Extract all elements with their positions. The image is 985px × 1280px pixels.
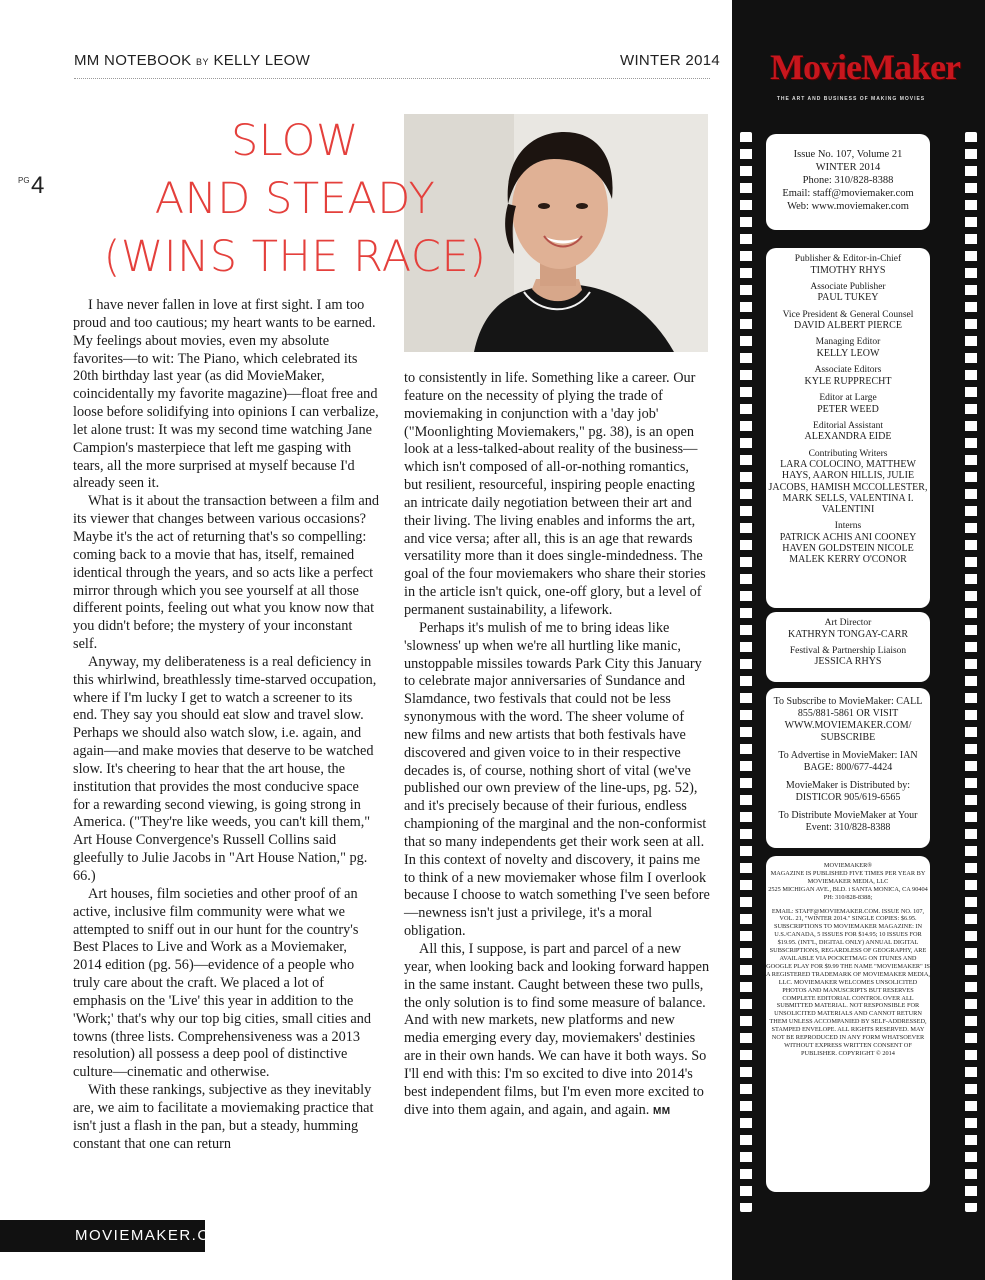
paragraph: Anyway, my deliberateness is a real deficiency in this whirlwind, breathlessly time-starved occupation, where if I'm lucky I get to watch a screener to its end. They say you should eat slow and travel slow. Perhaps we should also watch slow, i.e. again, and again—and make movies that deserve to be watched slow. It's cheering to hear that the art house, the institution that provides the most conducive space for a rewarding second viewing, is going strong in America. ("They're like weeds, you can't kill them," Art House Convergence's Russell Collins said gleefully to Julie Jacobs in "Art House Nation," pg. 66.) xyxy=(73,653,377,884)
paragraph-text: All this, I suppose, is part and parcel of a new year, when looking back and looking forward happen in the same instant. Caught between these two pulls, the only solution is to find some measure of balance. And with new markets, new platforms and new media emerging every day, moviemakers' destinies are in their own hands. We can have it both ways. So I'll end with this: I'm so excited to dive into 2014's best independent films, but I'm even more excited to dive into them again, and again, and again. xyxy=(404,941,710,1118)
issue-info-panel xyxy=(766,134,930,230)
subscribe-info[interactable]: To Subscribe to MovieMaker: CALL 855/881-5861 OR VISIT WWW.MOVIEMAKER.COM/ SUBSCRIBE xyxy=(773,696,923,743)
masthead-role: Editor at Large xyxy=(819,392,877,403)
fine-print-address: 2525 MICHIGAN AVE., BLD. i SANTA MONICA, CA 90404 PH: 310/828-8388; xyxy=(768,885,928,901)
masthead-names: PETER WEED xyxy=(817,403,879,415)
logo-tagline: THE ART AND BUSINESS OF MAKING MOVIES xyxy=(776,96,926,102)
art-names: KATHRYN TONGAY-CARR xyxy=(787,628,909,640)
fine-print-panel xyxy=(766,856,930,1192)
masthead-role: Vice President & General Counsel xyxy=(782,309,914,320)
author-name: KELLY LEOW xyxy=(213,52,311,69)
issue-date: WINTER 2014 xyxy=(620,52,720,69)
masthead-role: Managing Editor xyxy=(815,337,881,348)
masthead-role: Associate Publisher xyxy=(810,281,886,292)
masthead-role: Publisher & Editor-in-Chief xyxy=(794,254,902,264)
header-divider xyxy=(74,78,710,79)
end-mark: MM xyxy=(652,1105,671,1117)
masthead-role: Editorial Assistant xyxy=(813,420,883,431)
article-column-2 xyxy=(404,370,710,1120)
masthead-names: TIMOTHY RHYS xyxy=(810,264,886,276)
paragraph: What is it about the transaction between a film and its viewer that changes between various occasions? Maybe it's the act of returning that's so compelling: coming back to a movie that has, itself, remained identical through the years, and so acts like a perfect mirror through which you see yourself at all those different points, feeling out what you know now that you didn't before; the mystery of your inconstant self. xyxy=(73,493,380,653)
paragraph: I have never fallen in love at first sight. I am too proud and too cautious; my heart wants to be earned. My feelings about movies, even my absolute favorites—to wit: The Piano, which celebrated its 20th birthday last year (as did MovieMaker, coincidentally my favorite magazine)—float free and loose before solidifying into opinions I can verbalize, let alone trust: It was my second time watching Jane Campion's masterpiece that left me gasping with tears, all the more surprised at myself because I'd already seen it. xyxy=(73,297,379,492)
footer-website[interactable]: MOVIEMAKER.COM xyxy=(0,1220,205,1252)
masthead-role: Contributing Writers xyxy=(808,448,888,459)
byline-by: BY xyxy=(195,57,209,67)
issue-email[interactable]: Email: staff@moviemaker.com xyxy=(782,188,914,199)
issue-number: Issue No. 107, Volume 21 xyxy=(793,149,903,160)
event-distribution-info: To Distribute MovieMaker at Your Event: 310/828-8388 xyxy=(778,810,918,833)
page-label: PG xyxy=(18,176,30,185)
magazine-logo xyxy=(770,42,960,102)
title-line-3: (WINS THE RACE) xyxy=(103,232,487,282)
art-names: JESSICA RHYS xyxy=(814,656,882,668)
title-line-1: SLOW xyxy=(230,116,360,166)
masthead-names: ALEXANDRA EIDE xyxy=(804,431,892,443)
masthead-role: Associate Editors xyxy=(814,365,882,376)
masthead-panel xyxy=(766,248,930,608)
fine-print-brand: MOVIEMAKER® xyxy=(823,862,873,869)
article-column-1 xyxy=(73,297,379,1154)
paragraph: to consistently in life. Something like a career. Our feature on the necessity of plying the trade of moviemaking in conjunction with a 'day job' ("Moonlighting Moviemakers," pg. 38), is an open look at a less-talked-about reality of the business—which isn't composed of all-or-nothing romantics, but resilient, resourceful, inspiring people enacting an intricate daily negotiation between their art and their living. The living enables and informs the art, and vice versa; after all, this is an age that rewards versatility more than it does single-mindedness. The goal of the four moviemakers who share their stories in the article isn't quick, one-off glory, but a level of permanent sustainability, a lifework. xyxy=(404,370,706,618)
masthead-names: DAVID ALBERT PIERCE xyxy=(794,320,902,332)
art-role: Art Director xyxy=(824,618,872,628)
issue-phone: Phone: 310/828-8388 xyxy=(802,175,894,186)
masthead-names: KYLE RUPPRECHT xyxy=(804,375,892,387)
art-role: Festival & Partnership Liaison xyxy=(789,645,907,656)
masthead-names: PATRICK ACHIS ANI COONEY HAVEN GOLDSTEIN NICOLE MALEK KERRY O'CONOR xyxy=(779,531,917,566)
paragraph: Perhaps it's mulish of me to bring ideas like 'slowness' up when we're all hurtling like manic, unstoppable missiles towards Park City this January to celebrate major anniversaries of Sundance and Slamdance, two festivals that could not be less synonymous with the word. The sheer volume of new films and new artists that both festivals have discovered and given voice to in their respective decades is, of course, nothing short of vital (we've published our own preview of the line-ups, pg. 52), and it's precisely because of their furious, endless championing of the marginal and the non-conformist that so many independents get their work seen at all. In this context of novelty and discovery, it pains me to think of a new moviemaker whose film I overlook because I choose to watch something I've seen before—newness isn't just a privilege, it's a moral obligation. xyxy=(404,619,710,940)
section-header xyxy=(74,52,310,69)
contact-panel xyxy=(766,688,930,848)
sprocket-holes-left xyxy=(740,132,752,1212)
masthead-names: KELLY LEOW xyxy=(816,347,880,359)
sprocket-holes-right xyxy=(965,132,977,1212)
masthead-role: Interns xyxy=(834,521,862,532)
paragraph: With these rankings, subjective as they inevitably are, we aim to facilitate a moviemaking practice that isn't just a flash in the pan, but a steady, humming constant that one can return xyxy=(73,1082,374,1152)
page-number: 4 xyxy=(31,172,45,199)
fine-print-legal: EMAIL: STAFF@MOVIEMAKER.COM. ISSUE NO. 107, VOL. 21, "WINTER 2014." SINGLE COPIES: $6.95. SUBSCRIPTIONS TO MOVIEMAKER MAGAZINE: IN U.S./CANADA, 5 ISSUES FOR $14.95; 10 ISSUES FOR $19.95. (INT'L, DIGITAL ONLY) ANNUAL DIGITAL SUBSCRIPTIONS, REGARDLESS OF GEOGRAPHY, ARE AVAILABLE VIA POCKETMAG ON ITUNES AND GOOGLE PLAY FOR $9.99 THE NAME "MOVIEMAKER" IS A REGISTERED TRADEMARK OF MOVIEMAKER MEDIA, LLC. MOVIEMAKER WELCOMES UNSOLICITED PHOTOS AND MANUSCRIPTS BUT RESERVES COMPLETE EDITORIAL CONTROL OVER ALL SUBMITTED MATERIAL. NOT RESPONSIBLE FOR UNSOLICITED MATERIALS AND CANNOT RETURN THEM UNLESS ACCOMPANIED BY SELF-ADDRESSED, STAMPED ENVELOPE. ALL RIGHTS RESERVED. MAY NOT BE REPRODUCED IN ANY FORM WHATSOEVER WITHOUT EXPRESS WRITTEN CONSENT OF PUBLISHER. COPYRIGHT © 2014 xyxy=(766,907,930,1057)
paragraph: Art houses, film societies and other proof of an active, inclusive film community were what we attempted to sniff out in our hunt for the country's Best Places to Live and Work as a Moviemaker, 2014 edition (pg. 56)—evidence of a people who truly care about the craft. We placed a lot of emphasis on the 'Live' this year in addition to the 'Work;' that's why our top big cities, small cities and towns (three lists. Comprehensiveness was a 2013 resolution) all possess a deep pool of distinctive culture—cinematic and otherwise. xyxy=(73,885,372,1081)
distribution-info: MovieMaker is Distributed by: DISTICOR 905/619-6565 xyxy=(785,780,911,803)
art-panel xyxy=(766,612,930,682)
paragraph xyxy=(404,941,710,1120)
title-line-2: AND STEADY xyxy=(154,174,436,224)
article-title xyxy=(60,112,530,286)
issue-web[interactable]: Web: www.moviemaker.com xyxy=(787,201,909,212)
section-name: MM NOTEBOOK xyxy=(74,52,192,69)
fine-print-frequency: MAGAZINE IS PUBLISHED FIVE TIMES PER YEAR BY MOVIEMAKER MEDIA, LLC xyxy=(770,869,926,885)
logo-wordmark: MovieMaker xyxy=(770,47,960,87)
masthead-names: LARA COLOCINO, MATTHEW HAYS, AARON HILLIS, JULIE JACOBS, HAMISH MCCOLLESTER, MARK SELLS, VALENTINA I. VALENTINI xyxy=(768,459,928,515)
masthead-names: PAUL TUKEY xyxy=(817,292,879,304)
issue-season: WINTER 2014 xyxy=(815,162,881,173)
advertise-info: To Advertise in MovieMaker: IAN BAGE: 800/677-4424 xyxy=(778,750,918,773)
